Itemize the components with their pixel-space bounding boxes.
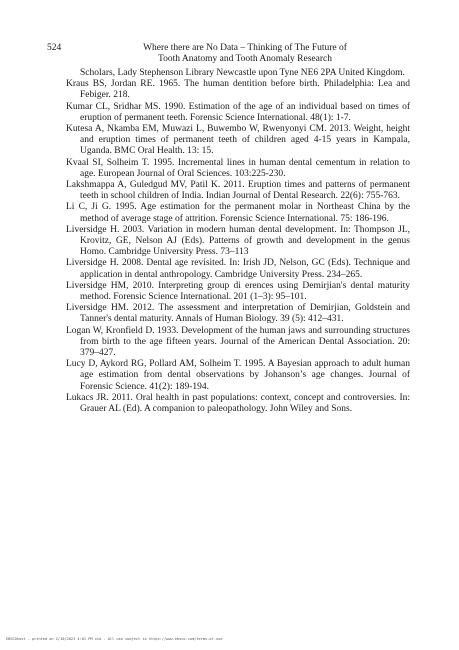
reference-entry: Logan W, Kronfield D. 1933. Development of the human jaws and surrounding structures from birth to the age fifteen years. Journal of the American Dental Association. 20: 379–427. (66, 325, 410, 359)
reference-entry: Kraus BS, Jordan RE. 1965. The human dentition before birth. Philadelphia: Lea and Febiger. 218. (66, 79, 410, 101)
reference-entry: Liversidge HM, 2010. Interpreting group di erences using Demirjian's dental maturity method. Forensic Science International. 201 (1–3): 95–101. (66, 280, 410, 303)
reference-entry: Lucy D, Aykord RG, Pollard AM, Solheim T. 1995. A Bayesian approach to adult human age estimation from dental observations by Johanson’s age changes. Journal of Forensic Science. 41(2): 189-194. (66, 359, 410, 392)
reference-list (66, 68, 410, 415)
reference-entry: Kvaal SI, Solheim T. 1995. Incremental lines in human dental cementum in relation to age. European Journal of Oral Sciences. 103:225-230. (66, 157, 410, 179)
reference-entry: Lakshmappa A, Guledgud MV, Patil K. 2011. Eruption times and patterns of permanent teeth in school children of India. Indian Journal of Dental Research. 22(6): 755-763. (66, 180, 410, 202)
running-head-line-1: Where there are No Data – Thinking of The Future of (143, 43, 347, 53)
reference-entry: Liversidge H. 2003. Variation in modern human dental development. In: Thompson JL, Krovitz, GE, Nelson AJ (Eds). Patterns of growth and development in the genus Homo. Cambridge University Press. 73–113 (66, 224, 410, 258)
reference-entry: Liversidge HM. 2012. The assessment and interpretation of Demirjian, Goldstein and Tanner's dental maturity. Annals of Human Biology. 39 (5): 412–431. (66, 303, 410, 325)
reference-entry: Lukacs JR. 2011. Oral health in past populations: context, concept and controversies. In: Grauer AL (Ed). A companion to paleopathology. John Wiley and Sons. (66, 392, 410, 415)
reference-entry: Kumar CL, Sridhar MS. 1990. Estimation of the age of an individual based on times of eruption of permanent teeth. Forensic Science International. 48(1): 1-7. (66, 101, 410, 123)
running-head (100, 43, 390, 65)
reference-entry: Liversidge H. 2008. Dental age revisited. In: Irish JD, Nelson, GC (Eds). Technique and application in dental anthropology. Cambridge University Press. 234–265. (66, 258, 410, 280)
print-footer: EBSCOhost - printed on 2/10/2023 4:01 PM via . All use subject to https://www.ebsco.com/terms-of-use (6, 637, 223, 641)
reference-entry-continued: Scholars, Lady Stephenson Library Newcastle upon Tyne NE6 2PA United Kingdom. (80, 68, 405, 78)
reference-entry: Li C, Ji G. 1995. Age estimation for the permanent molar in Northeast China by the method of average stage of attrition. Forensic Science International. 75: 186-196. (66, 202, 410, 224)
page-number: 524 (47, 43, 62, 53)
running-head-line-2: Tooth Anatomy and Tooth Anomaly Research (158, 54, 332, 64)
reference-entry: Kutesa A, Nkamba EM, Muwazi L, Buwembo W, Rwenyonyi CM. 2013. Weight, height and eruption times of permanent teeth of children aged 4-15 years in Kampala, Uganda. BMC Oral Health. 13: 15. (66, 124, 410, 157)
